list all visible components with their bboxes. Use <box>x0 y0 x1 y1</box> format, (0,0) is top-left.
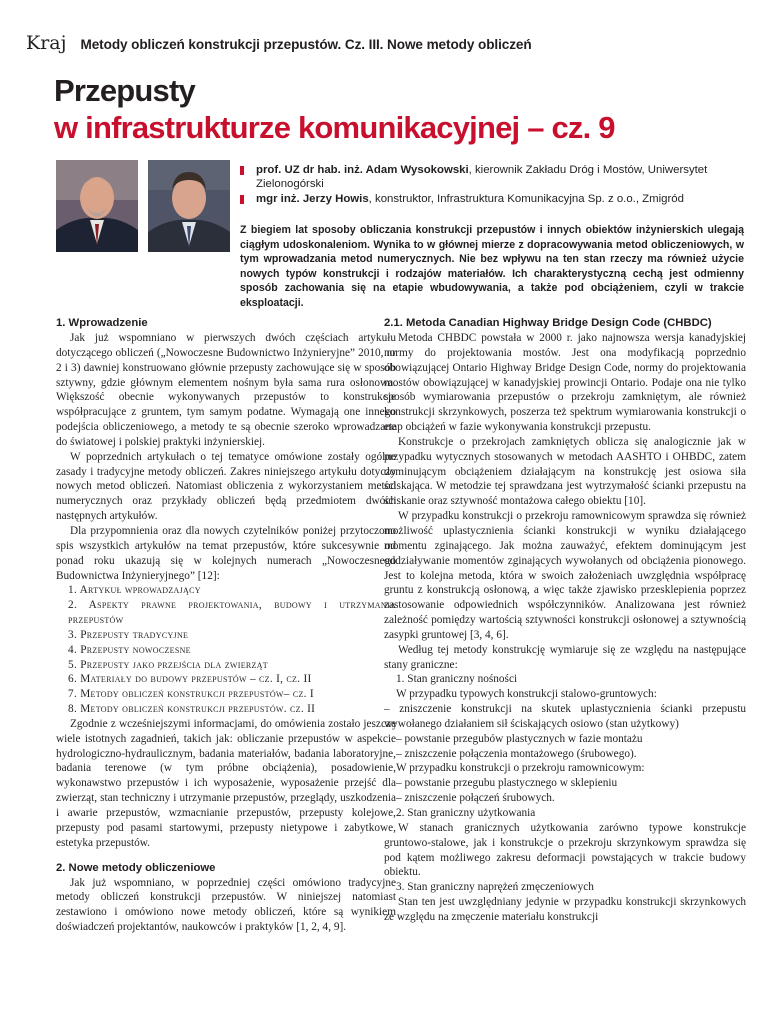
list-text: Metody obliczeń konstrukcji przepustów. cz. II <box>80 703 316 716</box>
section-heading-introduction: 1. Wprowadzenie <box>56 317 148 329</box>
list-number: 2. <box>68 599 78 612</box>
paragraph: Dla przypomnienia oraz dla nowych czytelników poniżej przytoczono spis wszystkich artykułów na temat przepustów, które sukcesywnie od ponad roku ukazują się w kolejnych numerach „Nowoczesnego Budownictwa Inżynieryjnego” [12]: <box>56 524 396 582</box>
list-item <box>56 687 396 702</box>
section-heading-new-methods: 2. Nowe metody obliczeniowe <box>56 861 216 874</box>
list-text: Przepusty nowoczesne <box>80 643 191 656</box>
author-name: mgr inż. Jerzy Howis <box>256 193 369 206</box>
section-tag: Kraj <box>26 32 67 54</box>
list-item <box>56 702 396 717</box>
paragraph: Jak już wspomniano, w poprzedniej części omówiono tradycyjne metody obliczeń konstrukcji przepustów. W niniejszej natomiast zestawiono i omówiono nowe metody obliczeń, które są wynikiem doświadczeń projektantów, naukowców i praktyków [1, 2, 4, 9]. <box>56 876 396 934</box>
section-heading-chbdc: 2.1. Metoda Canadian Highway Bridge Design Code (CHBDC) <box>384 317 712 329</box>
list-number: 8. <box>68 703 78 716</box>
limit-state-item: – zniszczenie połączeń śrubowych. <box>396 792 555 805</box>
right-column <box>384 316 746 925</box>
author-item <box>240 163 740 191</box>
list-item <box>56 672 396 687</box>
limit-state-item: 1. Stan graniczny nośności <box>396 673 518 686</box>
list-number: 1. <box>68 584 78 597</box>
list-item <box>56 628 396 643</box>
title-line-2: w infrastrukturze komunikacyjnej – cz. 9 <box>54 110 615 145</box>
running-header <box>26 32 748 54</box>
author-affiliation: , konstruktor, Infrastruktura Komunikacyjna Sp. z o.o., Zmigród <box>368 193 684 206</box>
limit-state-item: – zniszczenie połączenia montażowego (śrubowego). <box>396 747 637 760</box>
list-number: 5. <box>68 658 78 671</box>
limit-state-item: W przypadku typowych konstrukcji stalowo-gruntowych: <box>396 688 657 701</box>
list-number: 6. <box>68 673 78 686</box>
list-text: Metody obliczeń konstrukcji przepustów– cz. I <box>80 688 314 701</box>
paragraph: Stan ten jest uwzględniany jedynie w przypadku konstrukcji skrzynkowych ze względu na zmęczenie materiału konstrukcji <box>384 896 746 923</box>
list-item <box>56 583 396 598</box>
author-item <box>240 192 740 206</box>
list-number: 7. <box>68 688 78 701</box>
list-item <box>56 598 396 628</box>
article-title <box>54 72 615 146</box>
list-item <box>56 643 396 658</box>
limit-state-item: 2. Stan graniczny użytkowania <box>396 807 536 819</box>
paragraph: W stanach granicznych użytkowania zarówno typowe konstrukcje gruntowo-stalowe, jak i konstrukcje o przekroju skrzynkowym sprawdza się pod kątem możliwego zakresu deformacji powstających w trakcie budowy obiektu. <box>384 821 746 879</box>
title-line-1: Przepusty <box>54 73 195 108</box>
list-item <box>56 658 396 673</box>
list-text: Aspekty prawne projektowania, budowy i utrzymania przepustów <box>68 599 396 627</box>
list-number: 4. <box>68 643 78 656</box>
abstract <box>56 223 744 311</box>
limit-state-item: – zniszczenie konstrukcji na skutek uplastycznienia ścianki przepustu wywołanego działaniem sił ściskających osiowo (stan użytkowy) <box>384 703 746 730</box>
paragraph: W przypadku konstrukcji o przekroju ramownicowym sprawdza się również możliwość uplastycznienia ścianki konstrukcji w wyniku działającego momentu zginającego. Jak można zauważyć, efektem dominującym jest oddziaływanie momentów zginających wywołanych od obciążenia pionowego. Jest to kolejna metoda, która w swoich założeniach uwzględnia współpracę gruntu z konstrukcją osłonową, a więc także zjawisko przesklepienia poprzez zastosowanie odpowiednich współczynników. Analizowana jest również zależność pomiędzy wartością sztywności konstrukcji osłonowej a sztywnością zasypki gruntowej [3, 4, 6]. <box>384 510 746 641</box>
list-text: Przepusty jako przejścia dla zwierząt <box>80 658 268 671</box>
paragraph: Według tej metody konstrukcję wymiaruje się ze względu na następujące stany graniczne: <box>384 643 746 671</box>
paragraph: Jak już wspomniano w pierwszych dwóch częściach artykułu dotyczącego obliczeń („Nowoczesne Budownictwo Inżynieryjne” 2010, nr 2 i 3) dawniej konstruowano głównie przepusty zachowujące się w sposób sztywny, gdzie głównym elementem nośnym była sama rura osłonowa. Większość obecnie wykonywanych przepustów to konstrukcje współpracujące z gruntem, tym samym podatne. Wymagają one innego podejścia obliczeniowego, a metody te są obecnie szeroko wprowadzane do światowej i polskiej praktyki inżynierskiej. <box>56 332 396 448</box>
paragraph: Zgodnie z wcześniejszymi informacjami, do omówienia zostało jeszcze wiele istotnych zagadnień, takich jak: obliczanie przepustów w aspekcie hydrologiczno-hydraulicznym, badania materiałów, badania laboratoryjne, badania terenowe (w tym próbne obciążenia), posadowienie, wykonawstwo przepustów i ich wyposażenie, wyposażenie przejść dla zwierząt, stan techniczny i utrzymanie przepustów, przeglądy, uszkodzenia i awarie przepustów, wzmacnianie przepustów, przepusty kolejowe, przepusty pod pasami startowymi, przepusty nietypowe i zabytkowe, estetyka przepustów. <box>56 717 396 849</box>
list-text: Materiały do budowy przepustów – cz. I, cz. II <box>80 673 312 686</box>
paragraph: Konstrukcje o przekrojach zamkniętych oblicza się analogicznie jak w przypadku wytycznych stosowanych w metodach AASHTO i OHBDC, zatem dominującym obciążeniem działającym na konstrukcję jest osiowa siła ściskająca. W metodzie tej sprawdzana jest wytrzymałość ścianki przepustu na ściskanie oraz sztywność montażowa całego obiektu [10]. <box>384 435 746 508</box>
abstract-text <box>56 223 744 311</box>
limit-state-item: W przypadku konstrukcji o przekroju ramownicowym: <box>396 762 645 775</box>
list-number: 3. <box>68 628 78 641</box>
paragraph: W poprzednich artykułach o tej tematyce omówione zostały ogólne zasady i tradycyjne metody obliczeń. Zakres niniejszego artykułu dotyczy nowych metod obliczeń. Natomiast obliczenia z wykorzystaniem metod numerycznych oraz przykłady obliczeń będą przedmiotem dwóch następnych artykułów. <box>56 450 396 523</box>
article-series-list <box>56 583 396 717</box>
limit-state-item: 3. Stan graniczny naprężeń zmęczeniowych <box>396 881 594 894</box>
paragraph: Metoda CHBDC powstała w 2000 r. jako najnowsza wersja kanadyjskiej normy do projektowania mostów. Jest ona modyfikacją poprzednio obowiązującej Ontario Highway Bridge Design Code, normy do projektowania mostów obowiązującej w kanadyjskiej prowincji Ontario. Podaje ona nie tylko sposób wymiarowania przepustów o przekroju zamkniętym, ale również konstrukcji skrzynkowych, poszerza też spektrum wymiarowania konstrukcji o etap obciążeń w fazie wykonywania konstrukcji przepustu. <box>384 332 746 434</box>
series-title: Metody obliczeń konstrukcji przepustów. Cz. III. Nowe metody obliczeń <box>80 37 532 52</box>
author-bullet <box>240 166 244 175</box>
author-affiliation: , kierownik Zakładu Dróg i Mostów, Uniwersytet Zielonogórski <box>256 164 708 191</box>
abstract-body: Z biegiem lat sposoby obliczania konstrukcji przepustów i innych obiektów inżynierskich ulegają ciągłym udoskonaleniom. Wynika to w głównej mierze z dopracowywania metod obliczeniowych, w tym wprowadzania metod numerycznych. Nie bez wpływu na ten stan rzeczy ma również użycie nowych typów konstrukcji i rodzajów materiałów. Ich charakterystyczną cechą jest odmienny sposób zachowania się na etapie wbudowywania, a także pod obciążeniem, czyli w trakcie eksploatacji. <box>240 224 744 309</box>
limit-state-item: – powstanie przegubów plastycznych w fazie montażu <box>396 732 643 745</box>
list-text: Przepusty tradycyjne <box>80 628 189 641</box>
author-name: prof. UZ dr hab. inż. Adam Wysokowski <box>256 164 469 176</box>
left-column <box>56 316 396 935</box>
limit-state-item: – powstanie przegubu plastycznego w sklepieniu <box>396 777 618 790</box>
author-bullet <box>240 195 244 204</box>
author-list <box>240 163 740 208</box>
list-text: Artykuł wprowadzający <box>79 584 201 597</box>
